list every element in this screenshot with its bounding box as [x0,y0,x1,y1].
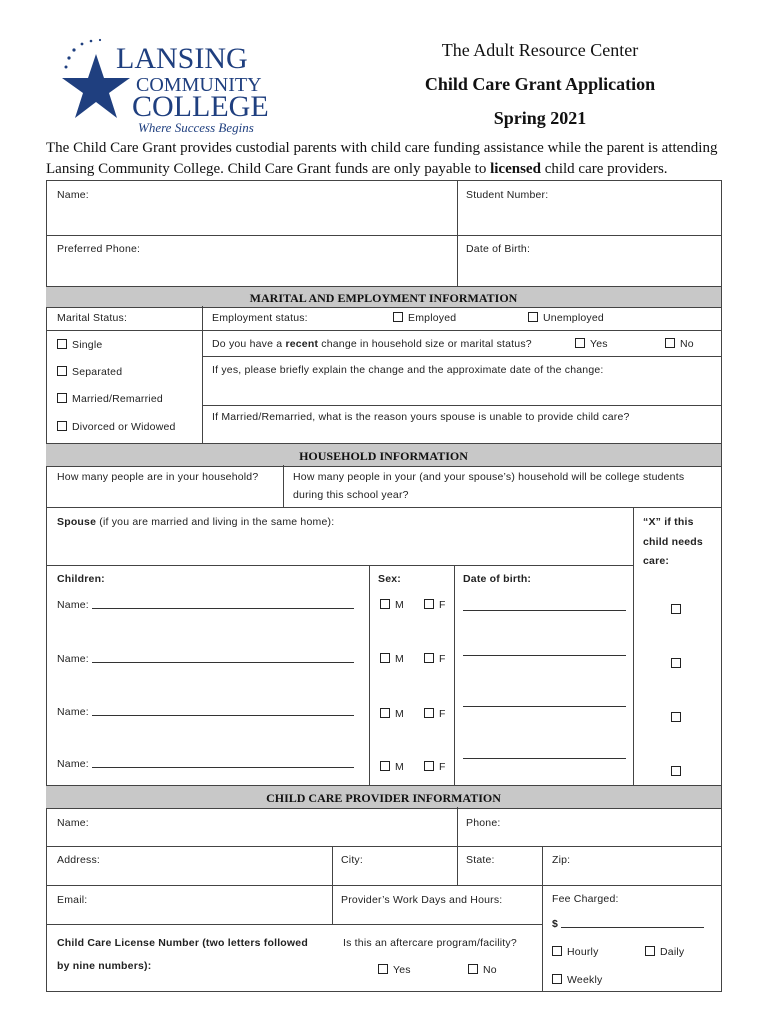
option-label: No [483,964,497,976]
spouse-reason-field[interactable]: If Married/Remarried, what is the reason yours spouse is unable to provide child care? [212,411,630,423]
dob-field[interactable]: Date of Birth: [466,243,531,255]
child-needs-care-checkbox[interactable] [671,766,681,776]
fee-weekly-option[interactable] [552,974,602,986]
college-students-question-cont: during this school year? [293,489,409,501]
divider [46,924,543,925]
divider [46,846,722,847]
option-label: Divorced or Widowed [72,421,176,433]
child-sex-f[interactable] [424,653,446,665]
logo-tagline: Where Success Begins [138,120,254,135]
provider-name-field[interactable]: Name: [57,817,89,829]
organization-name: The Adult Resource Center [441,40,639,60]
divider [202,405,722,406]
x-col-line: child needs [643,535,703,548]
child-sex-m[interactable] [380,653,404,665]
option-label: M [395,708,404,720]
child-name-field[interactable] [57,653,354,665]
provider-state-field[interactable]: State: [466,854,495,866]
child-dob-line[interactable] [463,706,626,707]
checkbox-icon[interactable] [393,312,403,322]
employed-option[interactable] [393,312,456,324]
unemployed-option[interactable] [528,312,604,324]
fee-amount-field[interactable] [552,918,704,930]
checkbox-icon[interactable] [552,946,562,956]
aftercare-yes-option[interactable] [378,964,411,976]
license-number-field-cont: by nine numbers): [57,960,152,972]
household-section-header: HOUSEHOLD INFORMATION [46,443,721,467]
divider [633,507,634,785]
x-col-line: care: [643,555,670,567]
student-number-field[interactable]: Student Number: [466,189,549,201]
x-column-header [643,513,703,572]
children-label: Children: [57,573,105,585]
marital-option-single[interactable] [57,339,102,351]
child-needs-care-checkbox[interactable] [671,604,681,614]
checkbox-icon[interactable] [57,421,67,431]
child-sex-m[interactable] [380,599,404,611]
child-needs-care-checkbox[interactable] [671,712,681,722]
marital-section-header: MARITAL AND EMPLOYMENT INFORMATION [46,286,721,308]
form-top-border [46,180,722,181]
option-label: Weekly [567,974,603,986]
divider [46,235,722,236]
checkbox-icon[interactable] [424,761,434,771]
child-needs-care-checkbox[interactable] [671,658,681,668]
intro-text-end: child care providers. [540,161,668,177]
spouse-rest: (if you are married and living in the same home): [96,516,335,528]
child-dob-line[interactable] [463,655,626,656]
option-label: M [395,599,404,611]
q-text: Do you have a [212,338,286,350]
option-label: F [439,599,446,611]
marital-option-divorced[interactable] [57,421,176,433]
option-label: Daily [660,946,685,958]
sex-label: Sex: [378,573,401,585]
child-dob-label: Date of birth: [463,573,532,585]
checkbox-icon[interactable] [528,312,538,322]
checkbox-icon[interactable] [424,653,434,663]
checkbox-icon[interactable] [645,946,655,956]
divider [369,565,370,785]
recent-change-question [212,338,532,350]
child-name-label: Name: [57,758,89,770]
divider [457,180,458,286]
option-label: F [439,653,446,665]
marital-option-married[interactable] [57,393,163,405]
q-text: change in household size or marital status? [318,338,532,350]
checkbox-icon[interactable] [380,599,390,609]
option-label: Single [72,339,103,351]
child-sex-m[interactable] [380,761,404,773]
aftercare-no-option[interactable] [468,964,497,976]
employment-status-label: Employment status: [212,312,308,324]
checkbox-icon[interactable] [57,393,67,403]
checkbox-icon[interactable] [57,339,67,349]
child-name-field[interactable] [57,706,354,718]
spouse-field[interactable] [57,516,334,528]
provider-section-header: CHILD CARE PROVIDER INFORMATION [46,785,721,809]
aftercare-question: Is this an aftercare program/facility? [343,937,517,949]
phone-field[interactable]: Preferred Phone: [57,243,141,255]
fee-daily-option[interactable] [645,946,684,958]
option-label: Married/Remarried [72,393,163,405]
divider [202,356,722,357]
change-no-option[interactable] [665,338,694,350]
option-label: Separated [72,366,123,378]
form-right-border [721,180,722,992]
license-number-field[interactable]: Child Care License Number (two letters followed [57,937,308,949]
x-col-line: “X” if this [643,516,694,528]
option-label: Yes [393,964,411,976]
checkbox-icon[interactable] [424,599,434,609]
checkbox-icon[interactable] [57,366,67,376]
form-term: Spring 2021 [493,108,587,128]
checkbox-icon[interactable] [424,708,434,718]
child-sex-m[interactable] [380,708,404,720]
child-sex-f[interactable] [424,708,446,720]
option-label: Hourly [567,946,599,958]
divider [542,846,543,992]
checkbox-icon[interactable] [380,653,390,663]
child-name-field[interactable] [57,758,354,770]
form-bottom-border [46,991,722,992]
option-label: Yes [590,338,608,350]
checkbox-icon[interactable] [378,964,388,974]
checkbox-icon[interactable] [552,974,562,984]
checkbox-icon[interactable] [665,338,675,348]
form-title: Child Care Grant Application [424,74,656,94]
provider-address-field[interactable]: Address: [57,854,101,866]
divider [46,330,203,331]
child-name-label: Name: [57,599,89,611]
provider-email-field[interactable]: Email: [57,894,88,906]
q-bold: recent [285,338,319,350]
divider [332,846,333,924]
child-dob-line[interactable] [463,610,626,611]
household-size-question[interactable]: How many people are in your household? [57,471,259,483]
divider [202,306,203,443]
logo-line2: COMMUNITY [136,74,262,96]
checkbox-icon[interactable] [575,338,585,348]
marital-status-label: Marital Status: [57,312,128,324]
divider [283,465,284,508]
underline [92,714,354,716]
underline [561,926,704,928]
option-label: No [680,338,694,350]
intro-text: The Child Care Grant provides custodial parents with child care funding assistance while the parent is attending Lansing Community College. Child Care Grant funds are only payable to [46,140,718,177]
child-sex-f[interactable] [424,761,446,773]
fee-charged-label: Fee Charged: [552,893,619,905]
provider-work-hours-field[interactable]: Provider’s Work Days and Hours: [341,894,503,906]
divider [46,565,634,566]
option-label: M [395,761,404,773]
option-label: F [439,761,446,773]
child-name-label: Name: [57,706,89,718]
name-field[interactable]: Name: [57,189,89,201]
explain-change-field[interactable]: If yes, please briefly explain the change and the approximate date of the change: [212,364,604,376]
checkbox-icon[interactable] [380,761,390,771]
college-logo [58,36,283,136]
child-dob-line[interactable] [463,758,626,759]
spouse-bold: Spouse [57,516,97,528]
change-yes-option[interactable] [575,338,608,350]
underline [92,661,354,663]
option-label: M [395,653,404,665]
child-sex-f[interactable] [424,599,446,611]
child-name-field[interactable] [57,599,354,611]
dollar-sign: $ [552,918,559,930]
intro-bold: licensed [490,161,541,177]
option-label: Employed [408,312,457,324]
child-name-label: Name: [57,653,89,665]
intro-paragraph [46,138,736,180]
option-label: Unemployed [543,312,604,324]
divider [46,885,722,886]
logo-line3: COLLEGE [132,90,269,123]
checkbox-icon[interactable] [468,964,478,974]
fee-hourly-option[interactable] [552,946,599,958]
underline [92,607,354,609]
divider [46,507,722,508]
divider [202,330,722,331]
divider [454,565,455,785]
provider-phone-field[interactable]: Phone: [466,817,501,829]
marital-option-separated[interactable] [57,366,122,378]
option-label: F [439,708,446,720]
logo-line1: LANSING [116,42,248,75]
provider-city-field[interactable]: City: [341,854,363,866]
checkbox-icon[interactable] [380,708,390,718]
college-students-question[interactable]: How many people in your (and your spouse’s) household will be college students [293,471,685,483]
provider-zip-field[interactable]: Zip: [552,854,571,866]
underline [92,766,354,768]
